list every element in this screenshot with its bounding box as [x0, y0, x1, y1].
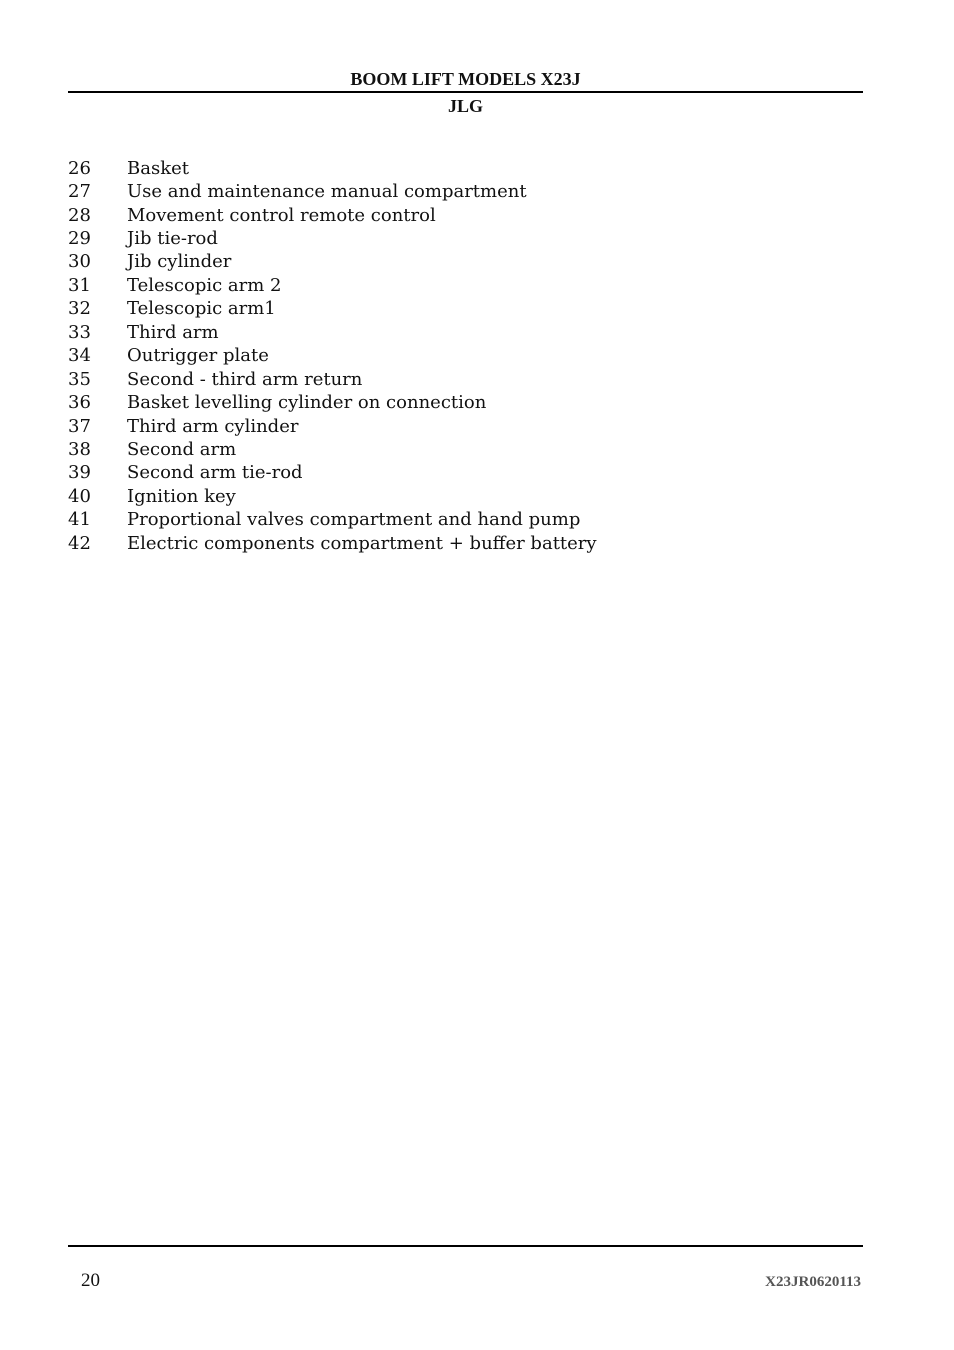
- list-item: [68, 509, 597, 532]
- item-label: Movement control remote control: [127, 204, 436, 226]
- footer-divider: [68, 1245, 863, 1247]
- list-item: [68, 227, 597, 250]
- item-label: Jib tie-rod: [127, 228, 218, 250]
- list-item: [68, 274, 597, 297]
- list-item: [68, 485, 597, 508]
- item-number: 33: [68, 321, 91, 343]
- item-number: 37: [68, 415, 91, 437]
- item-label: Second arm tie-rod: [127, 462, 303, 484]
- document-code: X23JR0620113: [765, 1274, 861, 1290]
- item-label: Third arm cylinder: [127, 415, 299, 437]
- item-number: 31: [68, 274, 91, 296]
- item-number: 34: [68, 345, 91, 367]
- list-item: [68, 321, 597, 344]
- item-number: 28: [68, 204, 91, 226]
- item-label: Outrigger plate: [127, 345, 269, 367]
- item-number: 27: [68, 181, 91, 203]
- item-label: Electric components compartment + buffer battery: [127, 532, 597, 554]
- list-item: [68, 532, 597, 555]
- header-brand: JLG: [447, 96, 483, 116]
- item-label: Proportional valves compartment and hand pump: [127, 509, 581, 531]
- item-number: 40: [68, 485, 91, 507]
- list-item: [68, 415, 597, 438]
- item-number: 29: [68, 228, 91, 250]
- item-number: 41: [68, 509, 91, 531]
- list-item: [68, 438, 597, 461]
- item-number: 26: [68, 157, 91, 179]
- list-item: [68, 251, 597, 274]
- item-label: Telescopic arm1: [127, 298, 276, 320]
- item-number: 35: [68, 368, 91, 390]
- item-label: Second - third arm return: [127, 368, 363, 390]
- header-divider: [68, 91, 863, 93]
- item-label: Use and maintenance manual compartment: [127, 181, 527, 203]
- item-label: Basket: [127, 157, 189, 179]
- component-list: [68, 157, 597, 555]
- item-number: 39: [68, 462, 91, 484]
- list-item: [68, 298, 597, 321]
- header-title: BOOM LIFT MODELS X23J: [350, 69, 581, 89]
- item-number: 42: [68, 532, 91, 554]
- item-label: Jib cylinder: [127, 251, 232, 273]
- item-number: 30: [68, 251, 91, 273]
- item-label: Ignition key: [127, 485, 236, 507]
- item-label: Third arm: [127, 321, 219, 343]
- item-number: 38: [68, 438, 91, 460]
- list-item: [68, 157, 597, 180]
- item-number: 32: [68, 298, 91, 320]
- list-item: [68, 462, 597, 485]
- list-item: [68, 204, 597, 227]
- page-number: 20: [81, 1270, 100, 1291]
- item-label: Basket levelling cylinder on connection: [127, 392, 487, 414]
- list-item: [68, 391, 597, 414]
- item-label: Telescopic arm 2: [127, 274, 282, 296]
- item-number: 36: [68, 392, 91, 414]
- list-item: [68, 368, 597, 391]
- list-item: [68, 345, 597, 368]
- list-item: [68, 180, 597, 203]
- item-label: Second arm: [127, 438, 237, 460]
